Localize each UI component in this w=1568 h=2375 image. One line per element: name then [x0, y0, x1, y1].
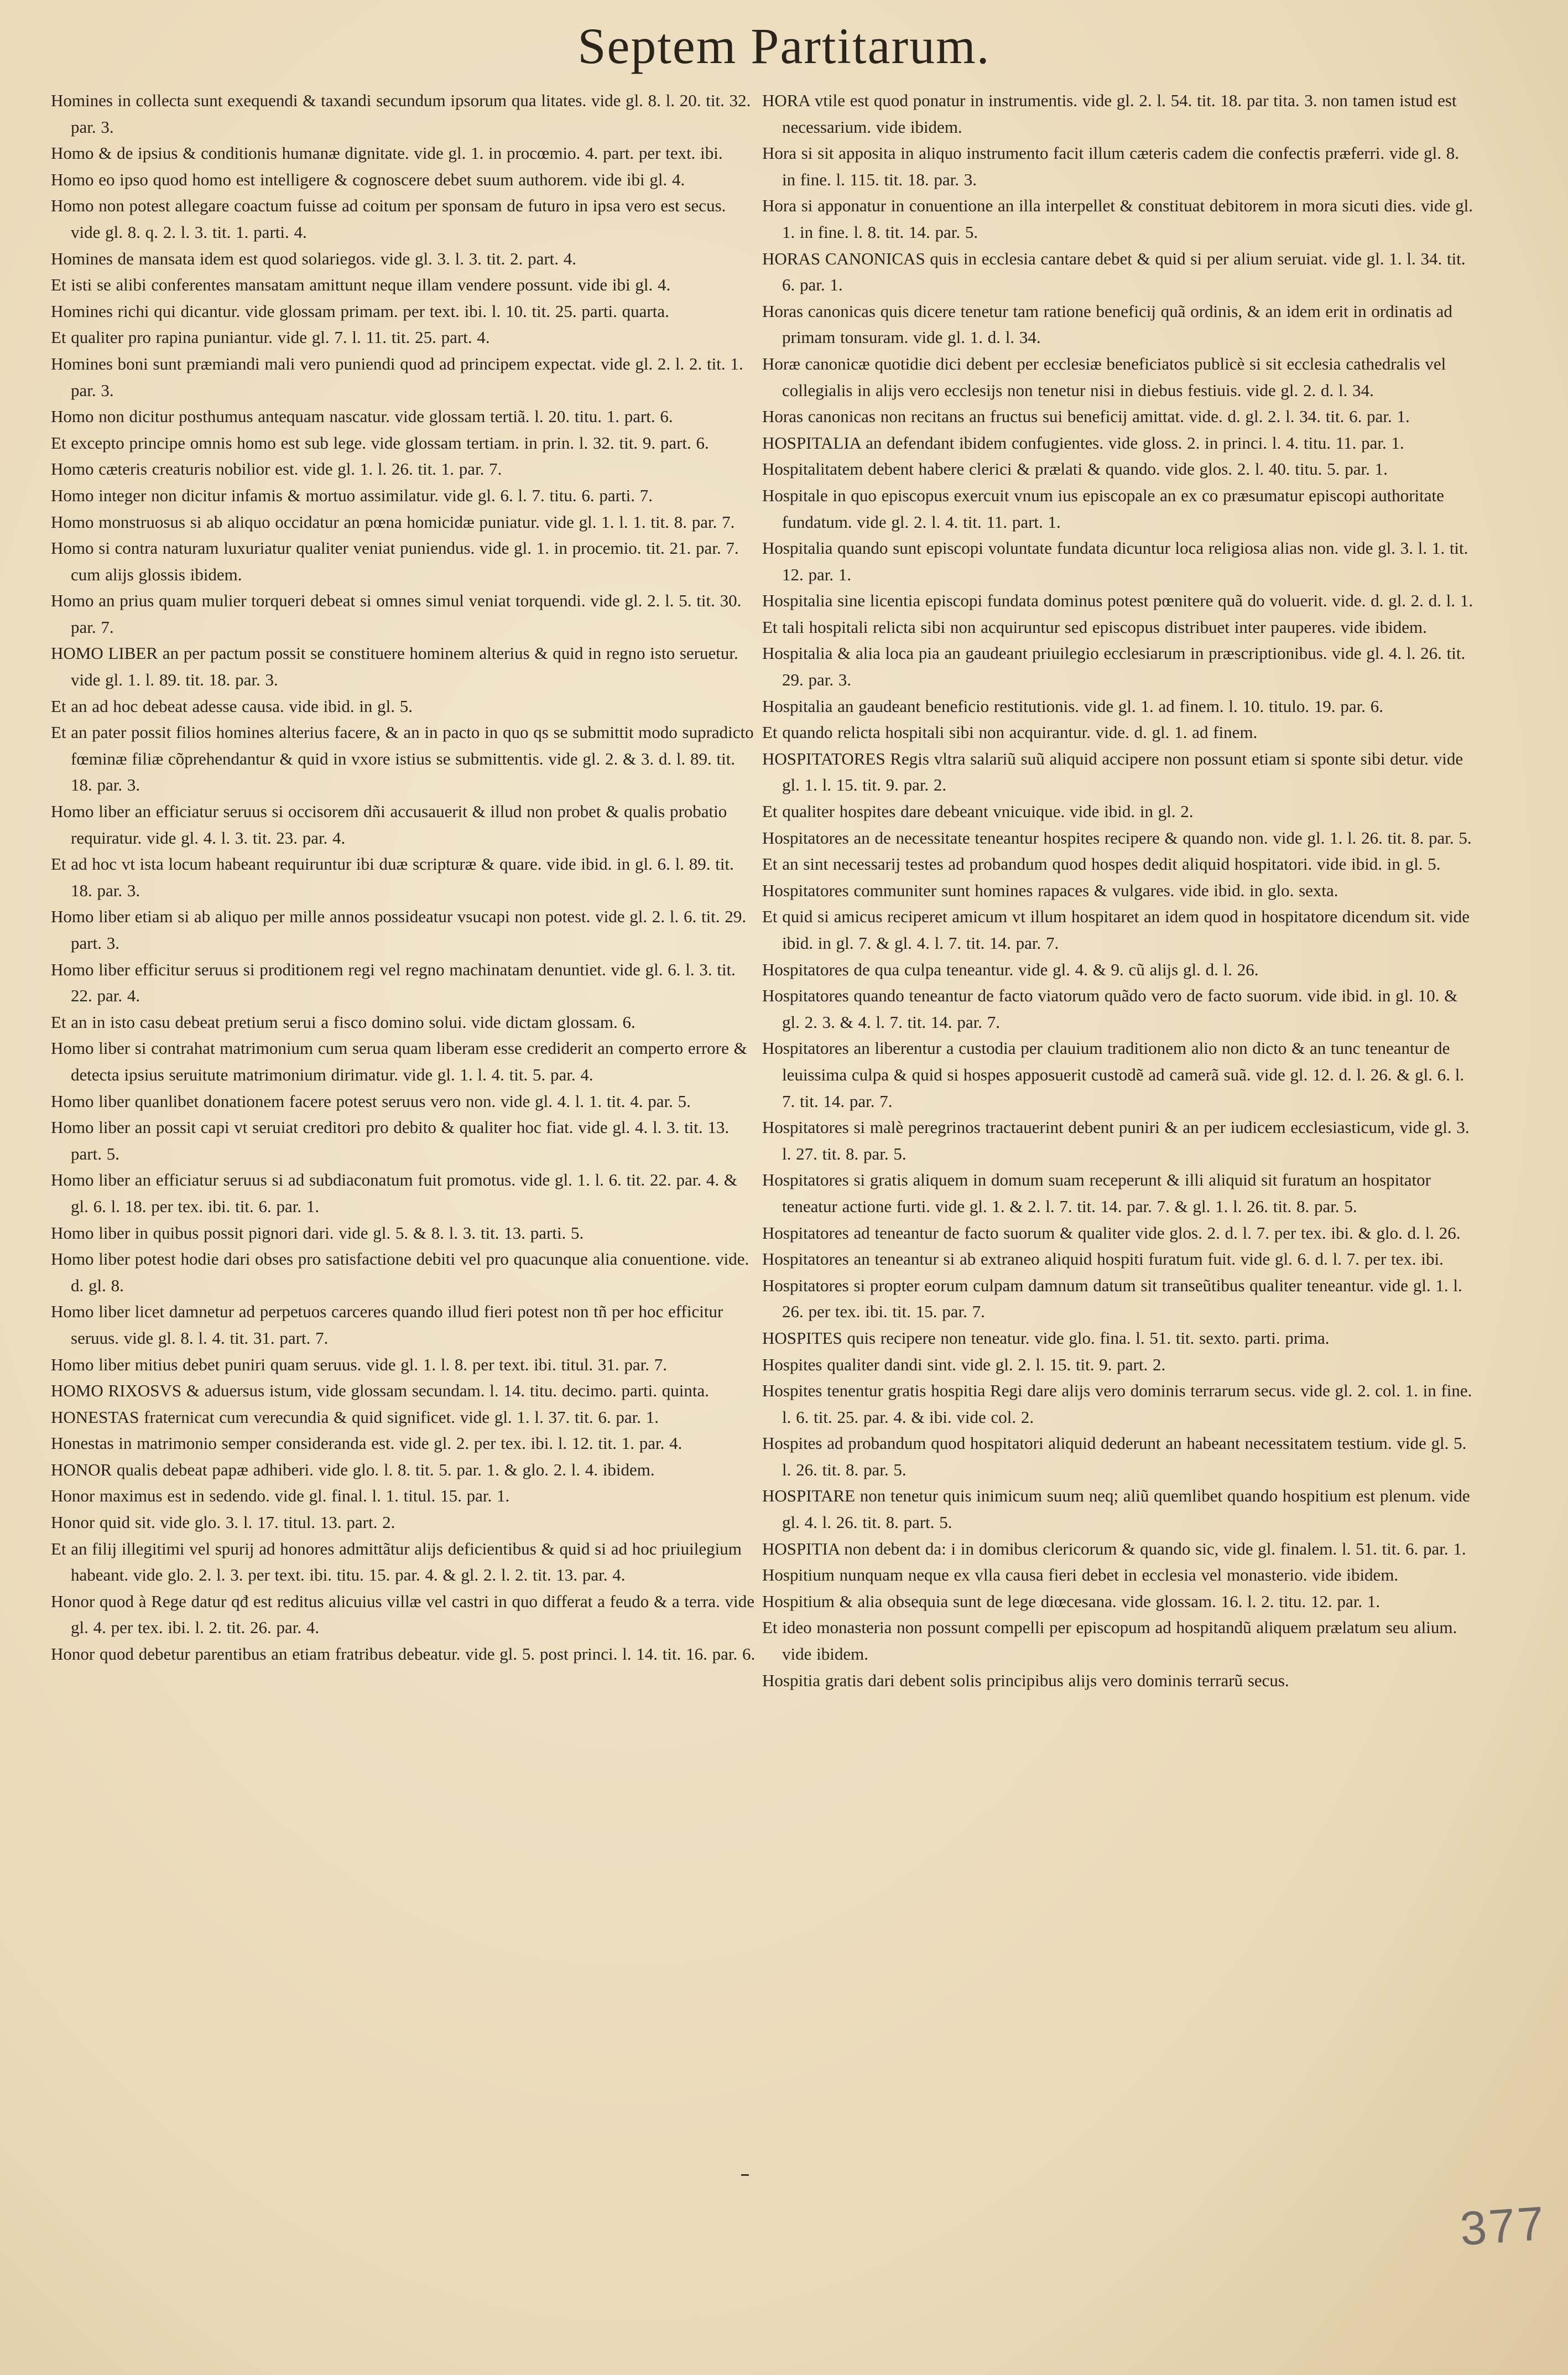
index-entry: Hospitium nunquam neque ex vlla causa fieri debet in ecclesia vel monasterio. vide ibidem. — [762, 1565, 1399, 1585]
index-entry: HONESTAS fraternicat cum verecundia & quid significet. vide gl. 1. l. 37. tit. 6. par. 1. — [51, 1407, 659, 1427]
index-entry: Hospitalitatem debent habere clerici & prælati & quando. vide glos. 2. l. 40. titu. 5. par. 1. — [762, 459, 1388, 479]
index-entry: HOMO LIBER an per pactum possit se constituere hominem alterius & quid in regno isto seruetur. vide gl. 1. l. 89. tit. 18. par. 3. — [51, 643, 738, 690]
index-entry: Hospitia gratis dari debent solis principibus alijs vero dominis terrarũ secus. — [762, 1670, 1289, 1690]
index-entry: Et ad hoc vt ista locum habeant requiruntur ibi duæ scripturæ & quare. vide ibid. in gl. 6. l. 89. tit. 18. par. 3. — [51, 854, 734, 900]
index-entry: Honor quid sit. vide glo. 3. l. 17. titul. 13. part. 2. — [51, 1513, 395, 1532]
index-entry: Homo & de ipsius & conditionis humanæ dignitate. vide gl. 1. in procœmio. 4. part. per text. ibi. — [51, 143, 723, 163]
index-entry: Homo liber an possit capi vt seruiat creditori pro debito & qualiter hoc fiat. vide gl. 4. l. 3. tit. 13. part. 5. — [51, 1118, 730, 1163]
index-entry: Homo liber an efficiatur seruus si occisorem dñi accusauerit & illud non probet & qualis probatio requiratur. vide gl. 4. l. 3. tit. 23. par. 4. — [51, 802, 727, 848]
index-entry: Hospitatores si malè peregrinos tractauerint debent puniri & an per iudicem ecclesiasticum, vide gl. 3. l. 27. tit. 8. par. 5. — [762, 1118, 1470, 1163]
index-entry: Homines de mansata idem est quod solariegos. vide gl. 3. l. 3. tit. 2. part. 4. — [51, 248, 577, 268]
index-entry: Honor quod debetur parentibus an etiam fratribus debeatur. vide gl. 5. post princi. l. 14. tit. 16. par. 6. — [51, 1644, 756, 1664]
index-entry: Et qualiter hospites dare debeant vnicuique. vide ibid. in gl. 2. — [762, 802, 1194, 822]
index-entry: Homines richi qui dicantur. vide glossam primam. per text. ibi. l. 10. tit. 25. parti. quarta. — [51, 301, 669, 321]
index-entry: HOSPITATORES Regis vltra salariũ suũ aliquid accipere non possunt etiam si sponte sibi detur. vide gl. 1. l. 15. tit. 9. par. 2. — [762, 749, 1463, 795]
index-entry: Homo liber etiam si ab aliquo per mille annos possideatur vsucapi non potest. vide gl. 2. l. 6. tit. 29. part. 3. — [51, 907, 747, 953]
index-entry: Et ideo monasteria non possunt compelli per episcopum ad hospitandũ aliquem prælatum seu alium. vide ibidem. — [762, 1618, 1457, 1664]
index-entry: Homo integer non dicitur infamis & mortuo assimilatur. vide gl. 6. l. 7. titu. 6. parti. 7. — [51, 485, 653, 505]
page-title: Septem Partitarum. — [577, 18, 991, 74]
index-entry: HORA vtile est quod ponatur in instrumentis. vide gl. 2. l. 54. tit. 18. par tita. 3. non tamen istud est necessarium. vide ibidem. — [762, 91, 1457, 137]
index-entry: HOSPITARE non tenetur quis inimicum suum neq; aliũ quemlibet quando hospitium est plenum. vide gl. 4. l. 26. tit. 8. part. 5. — [762, 1486, 1470, 1532]
index-entry: Homo non potest allegare coactum fuisse ad coitum per sponsam de futuro in ipsa vero est secus. vide gl. 8. q. 2. l. 3. tit. 1. parti. 4. — [51, 196, 726, 242]
index-entry: HOSPITES quis recipere non teneatur. vide glo. fina. l. 51. tit. sexto. parti. prima. — [762, 1328, 1330, 1348]
index-entry: Hospitatores de qua culpa teneantur. vide gl. 4. & 9. cũ alijs gl. d. l. 26. — [762, 959, 1259, 979]
index-entry: Hospitatores si gratis aliquem in domum suam receperunt & illi aliquid sit furatum an hospitator teneatur actione furti. vide gl. 1. & 2. l. 7. tit. 14. par. 7. & gl. 1. l. 26. tit. 8. par. 5. — [762, 1170, 1431, 1216]
index-entry: Homo an prius quam mulier torqueri debeat si omnes simul veniat torquendi. vide gl. 2. l. 5. tit. 30. par. 7. — [51, 591, 742, 637]
index-entry: Homo non dicitur posthumus antequam nascatur. vide glossam tertiã. l. 20. titu. 1. part. 6. — [51, 407, 673, 427]
index-entry: Homo liber licet damnetur ad perpetuos carceres quando illud fieri potest non tñ per hoc efficitur seruus. vide gl. 8. l. 4. tit. 31. part. 7. — [51, 1302, 723, 1348]
index-entry: Horas canonicas quis dicere tenetur tam ratione beneficij quã ordinis, & an idem erit in ordinatis ad primam tonsuram. vide gl. 1. d. l. 34. — [762, 301, 1452, 347]
index-entry: Hospitatores an teneantur si ab extraneo aliquid hospiti furatum fuit. vide gl. 6. d. l. 7. per tex. ibi. — [762, 1249, 1444, 1269]
index-entry: Hospitalia quando sunt episcopi voluntate fundata dicuntur loca religiosa alias non. vide gl. 3. l. 1. tit. 12. par. 1. — [762, 538, 1468, 584]
index-entry: Hospitale in quo episcopus exercuit vnum ius episcopale an ex co præsumatur episcopi authoritate fundatum. vide gl. 2. l. 4. tit. 11. part. 1. — [762, 485, 1444, 532]
index-entry: Hospitalia & alia loca pia an gaudeant priuilegio ecclesiarum in præscriptionibus. vide gl. 4. l. 26. tit. 29. par. 3. — [762, 643, 1466, 690]
index-entry: Homo liber quanlibet donationem facere potest seruus vero non. vide gl. 4. l. 1. tit. 4. par. 5. — [51, 1091, 691, 1111]
index-entry: Honestas in matrimonio semper consideranda est. vide gl. 2. per tex. ibi. l. 12. tit. 1. par. 4. — [51, 1433, 683, 1453]
index-entry: Homines boni sunt præmiandi mali vero puniendi quod ad principem expectat. vide gl. 2. l. 2. tit. 1. par. 3. — [51, 354, 743, 400]
index-entry: Hospitalia an gaudeant beneficio restitutionis. vide gl. 1. ad finem. l. 10. titulo. 19. par. 6. — [762, 696, 1384, 716]
index-entry: Homines in collecta sunt exequendi & taxandi secundum ipsorum qua litates. vide gl. 8. l. 20. tit. 32. par. 3. — [51, 91, 751, 137]
index-entry: Hospitatores communiter sunt homines rapaces & vulgares. vide ibid. in glo. sexta. — [762, 880, 1338, 900]
index-entry: Hospitium & alia obsequia sunt de lege diœcesana. vide glossam. 16. l. 2. titu. 12. par. 1. — [762, 1591, 1381, 1611]
index-entry: Hora si sit apposita in aliquo instrumento facit illum cæteris cadem die confectis præferri. vide gl. 8. in fine. l. 115. tit. 18. par. 3. — [762, 143, 1459, 189]
index-entry: Et an pater possit filios homines alterius facere, & an in pacto in quo qs se submittit modo supradicto fœminæ filiæ cõprehendantur & quid in vxore istius se submittentis. vide gl. 2. & 3. d. l. 89. tit. 18. par. 3. — [51, 723, 754, 795]
index-entry: Et an filij illegitimi vel spurij ad honores admittãtur alijs deficientibus & quid si ad hoc priuilegium habeant. vide glo. 2. l. 3. per text. ibi. titu. 15. par. 4. & gl. 2. l. 2. tit. 13. par. 4. — [51, 1539, 742, 1585]
index-entry: Hospitatores ad teneantur de facto suorum & qualiter vide glos. 2. d. l. 7. per tex. ibi. & glo. d. l. 26. — [762, 1223, 1461, 1243]
index-entry: Homo liber potest hodie dari obses pro satisfactione debiti vel pro quacunque alia conuentione. vide. d. gl. 8. — [51, 1249, 749, 1295]
index-entry: Homo si contra naturam luxuriatur qualiter veniat puniendus. vide gl. 1. in procemio. tit. 21. par. 7. cum alijs glossis ibidem. — [51, 538, 739, 584]
index-entry: Homo cæteris creaturis nobilior est. vide gl. 1. l. 26. tit. 1. par. 7. — [51, 459, 502, 479]
index-entry: Hospitalia sine licentia episcopi fundata dominus potest pœnitere quã do voluerit. vide. d. gl. 2. d. l. 1. — [762, 591, 1473, 611]
index-entry: Hospitatores an de necessitate teneantur hospites recipere & quando non. vide gl. 1. l. 26. tit. 8. par. 5. — [762, 828, 1472, 848]
index-entry: Horas canonicas non recitans an fructus sui beneficij amittat. vide. d. gl. 2. l. 34. tit. 6. par. 1. — [762, 407, 1410, 427]
index-entry: HOSPITIA non debent da: i in domibus clericorum & quando sic, vide gl. finalem. l. 51. tit. 6. par. 1. — [762, 1539, 1466, 1558]
index-entry: Homo monstruosus si ab aliquo occidatur an pœna homicidæ puniatur. vide gl. 1. l. 1. tit. 8. par. 7. — [51, 512, 735, 532]
index-entry: Et an ad hoc debeat adesse causa. vide ibid. in gl. 5. — [51, 696, 413, 716]
decorative-mark — [741, 2174, 749, 2176]
index-entry: HOMO RIXOSVS & aduersus istum, vide glossam secundam. l. 14. titu. decimo. parti. quinta. — [51, 1381, 710, 1401]
index-entry: Hospites qualiter dandi sint. vide gl. 2. l. 15. tit. 9. part. 2. — [762, 1354, 1166, 1374]
index-entry: Et qualiter pro rapina puniantur. vide gl. 7. l. 11. tit. 25. part. 4. — [51, 328, 490, 347]
index-entry: Hora si apponatur in conuentione an illa interpellet & constituat debitorem in mora sicuti dies. vide gl. 1. in fine. l. 8. tit. 14. par. 5. — [762, 196, 1473, 242]
index-entry: HOSPITALIA an defendant ibidem confugientes. vide gloss. 2. in princi. l. 4. titu. 11. par. 1. — [762, 433, 1404, 453]
index-entry: Et quid si amicus reciperet amicum vt illum hospitaret an idem quod in hospitatore dicendum sit. vide ibid. in gl. 7. & gl. 4. l. 7. tit. 14. par. 7. — [762, 907, 1470, 953]
index-entry: Homo liber an efficiatur seruus si ad subdiaconatum fuit promotus. vide gl. 1. l. 6. tit. 22. par. 4. & gl. 6. l. 18. per tex. ibi. tit. 6. par. 1. — [51, 1170, 738, 1216]
index-entry: Honor quod à Rege datur qđ est reditus alicuius villæ vel castri in quo differat a feudo & a terra. vide gl. 4. per tex. ibi. l. 2. tit. 26. par. 4. — [51, 1591, 754, 1638]
index-entry: Hospites tenentur gratis hospitia Regi dare alijs vero dominis terrarum secus. vide gl. 2. col. 1. in fine. l. 6. tit. 25. par. 4. & ibi. vide col. 2. — [762, 1381, 1472, 1427]
index-entry: Horæ canonicæ quotidie dici debent per ecclesiæ beneficiatos publicè si sit ecclesia cathedralis vel collegialis in alijs vero ecclesijs non tenetur nisi in diebus festiuis. vide gl. 2. d. l. 34. — [762, 354, 1446, 400]
index-entry: Homo liber mitius debet puniri quam seruus. vide gl. 1. l. 8. per text. ibi. titul. 31. par. 7. — [51, 1354, 668, 1374]
index-column-left — [51, 87, 756, 1667]
index-entry: Et isti se alibi conferentes mansatam amittunt neque illam vendere possunt. vide ibi gl. 4. — [51, 275, 671, 295]
index-entry: Hospites ad probandum quod hospitatori aliquid dederunt an habeant necessitatem testium. vide gl. 5. l. 26. tit. 8. par. 5. — [762, 1433, 1467, 1479]
index-entry: Et an in isto casu debeat pretium serui a fisco domino solui. vide dictam glossam. 6. — [51, 1012, 635, 1032]
index-entry: Homo eo ipso quod homo est intelligere & cognoscere debet suum authorem. vide ibi gl. 4. — [51, 169, 685, 189]
index-entry: HONOR qualis debeat papæ adhiberi. vide glo. l. 8. tit. 5. par. 1. & glo. 2. l. 4. ibidem. — [51, 1459, 655, 1479]
index-column-right — [762, 87, 1476, 1693]
index-entry: Homo liber efficitur seruus si proditionem regi vel regno machinatam denuntiet. vide gl. 6. l. 3. tit. 22. par. 4. — [51, 959, 736, 1006]
index-entry: Et an sint necessarij testes ad probandum quod hospes dedit aliquid hospitatori. vide ibid. in gl. 5. — [762, 854, 1441, 874]
index-entry: Honor maximus est in sedendo. vide gl. final. l. 1. titul. 15. par. 1. — [51, 1486, 510, 1506]
folio-number: 377 — [1458, 2196, 1548, 2256]
index-entry: Et excepto principe omnis homo est sub lege. vide glossam tertiam. in prin. l. 32. tit. 9. part. 6. — [51, 433, 709, 453]
index-entry: Et tali hospitali relicta sibi non acquiruntur sed episcopus distribuet inter pauperes. vide ibidem. — [762, 617, 1427, 637]
index-entry: Homo liber si contrahat matrimonium cum serua quam liberam esse crediderit an comperto errore & detecta ipsius seruitute matrimonium dirimatur. vide gl. 1. l. 4. tit. 5. par. 4. — [51, 1038, 747, 1084]
index-entry: Hospitatores quando teneantur de facto viatorum quãdo vero de facto suorum. vide ibid. in gl. 10. & gl. 2. 3. & 4. l. 7. tit. 14. par. 7. — [762, 986, 1458, 1032]
index-entry: Homo liber in quibus possit pignori dari. vide gl. 5. & 8. l. 3. tit. 13. parti. 5. — [51, 1223, 584, 1243]
index-entry: HORAS CANONICAS quis in ecclesia cantare debet & quid si per alium seruiat. vide gl. 1. l. 34. tit. 6. par. 1. — [762, 248, 1466, 295]
index-entry: Et quando relicta hospitali sibi non acquirantur. vide. d. gl. 1. ad finem. — [762, 723, 1258, 742]
index-entry: Hospitatores an liberentur a custodia per clauium traditionem alio non dicto & an tunc teneantur de leuissima culpa & quid si hospes apposuerit custodẽ ad camerã suã. vide gl. 12. d. l. 26. & gl. 6. l. 7. tit. 14. par. 7. — [762, 1038, 1465, 1111]
index-entry: Hospitatores si propter eorum culpam damnum datum sit transeũtibus qualiter teneantur. vide gl. 1. l. 26. per tex. ibi. tit. 15. par. 7. — [762, 1275, 1462, 1322]
